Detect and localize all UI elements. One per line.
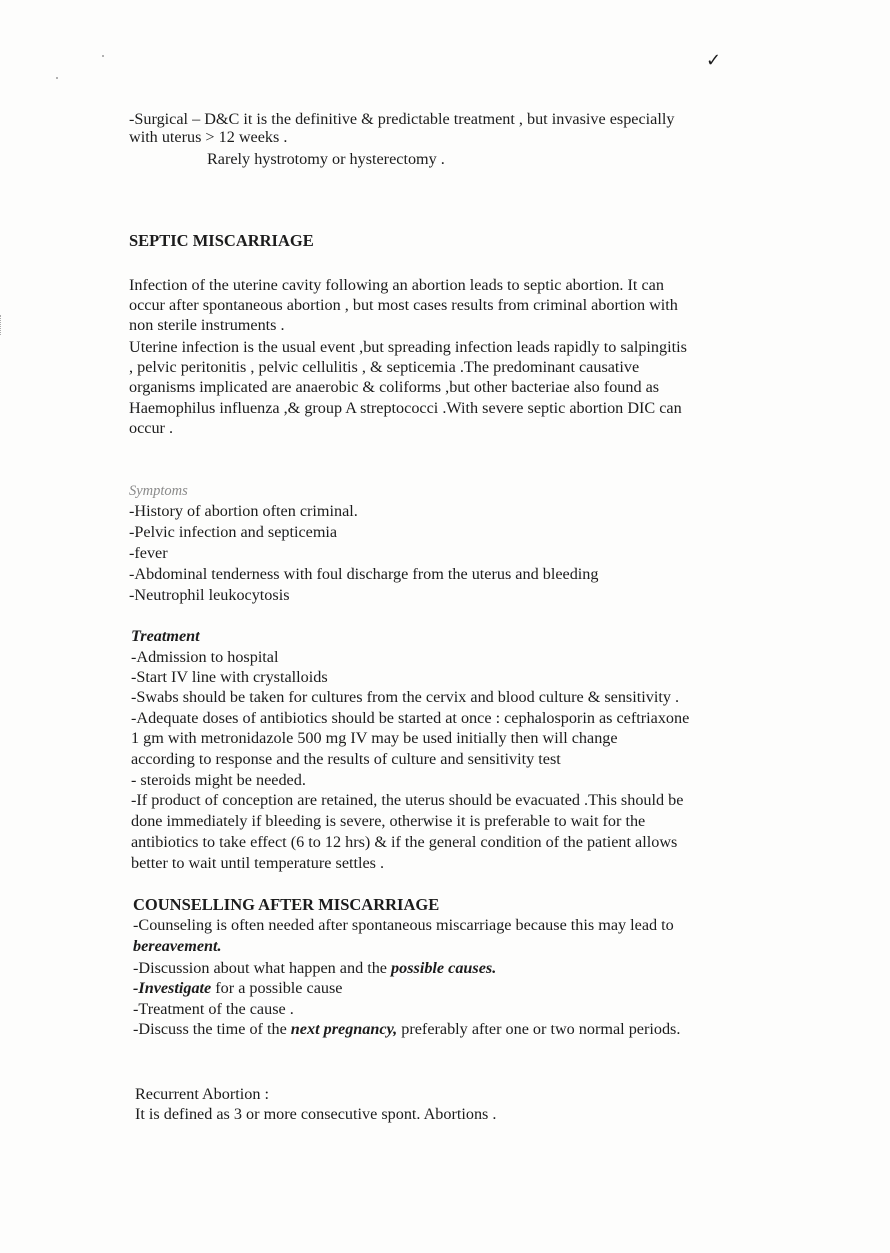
symptoms-heading: Symptoms xyxy=(129,483,188,499)
counselling-emphasis: next pregnancy, xyxy=(290,1020,398,1038)
septic-para-line: , pelvic peritonitis , pelvic cellulitis , & septicemia .The predominant causative xyxy=(129,358,640,376)
counselling-heading: COUNSELLING AFTER MISCARRIAGE xyxy=(133,895,440,914)
scan-speck xyxy=(56,77,58,79)
counselling-line: -Counseling is often needed after spontaneous miscarriage because this may lead to xyxy=(133,916,674,934)
treatment-line: -Adequate doses of antibiotics should be started at once : cephalosporin as ceftriaxone xyxy=(131,709,690,727)
treatment-heading: Treatment xyxy=(131,627,200,645)
counselling-emphasis: bereavement. xyxy=(133,937,222,955)
symptom-item: -Neutrophil leukocytosis xyxy=(129,586,290,604)
treatment-line: -Swabs should be taken for cultures from the cervix and blood culture & sensitivity . xyxy=(131,688,680,706)
check-mark: ✓ xyxy=(706,50,722,71)
symptom-item: -fever xyxy=(129,544,168,562)
septic-para-line: organisms implicated are anaerobic & coliforms ,but other bacteriae also found as xyxy=(129,378,660,396)
septic-para-line: Haemophilus influenza ,& group A streptococci .With severe septic abortion DIC can xyxy=(129,399,682,417)
scan-edge-mark xyxy=(0,315,3,335)
counselling-line xyxy=(133,1019,680,1039)
treatment-line: 1 gm with metronidazole 500 mg IV may be used initially then will change xyxy=(131,729,618,747)
treatment-line: -If product of conception are retained, the uterus should be evacuated .This should be xyxy=(131,791,684,809)
symptom-item: -Abdominal tenderness with foul discharge from the uterus and bleeding xyxy=(129,565,599,583)
surgical-line: Rarely hystrotomy or hysterectomy . xyxy=(207,150,445,168)
counselling-text: -Discuss the time of the xyxy=(133,1020,291,1038)
counselling-line: -Treatment of the cause . xyxy=(133,1000,294,1018)
septic-para-line: occur . xyxy=(129,419,174,437)
symptom-item: -History of abortion often criminal. xyxy=(129,502,358,520)
septic-para-line: Infection of the uterine cavity following an abortion leads to septic abortion. It can xyxy=(129,276,664,294)
counselling-line xyxy=(133,978,343,998)
counselling-text: for a possible cause xyxy=(211,979,343,997)
septic-para-line: Uterine infection is the usual event ,but spreading infection leads rapidly to salpingitis xyxy=(129,338,687,356)
treatment-line: according to response and the results of culture and sensitivity test xyxy=(131,750,561,768)
counselling-text: -Discussion about what happen and the xyxy=(133,959,392,977)
treatment-line: -Admission to hospital xyxy=(131,648,279,666)
treatment-line: -Start IV line with crystalloids xyxy=(131,668,328,686)
treatment-line: - steroids might be needed. xyxy=(131,771,306,789)
treatment-line: done immediately if bleeding is severe, otherwise it is preferable to wait for the xyxy=(131,812,646,830)
septic-para-line: non sterile instruments . xyxy=(129,316,285,334)
counselling-emphasis: possible causes. xyxy=(391,959,497,977)
symptom-item: -Pelvic infection and septicemia xyxy=(129,523,338,541)
surgical-line: -Surgical – D&C it is the definitive & predictable treatment , but invasive especially xyxy=(129,110,675,128)
surgical-line: with uterus > 12 weeks . xyxy=(129,128,288,146)
recurrent-heading: Recurrent Abortion : xyxy=(135,1085,269,1103)
counselling-emphasis: -Investigate xyxy=(133,979,212,997)
septic-para-line: occur after spontaneous abortion , but most cases results from criminal abortion with xyxy=(129,296,678,314)
counselling-line xyxy=(133,958,496,978)
treatment-line: antibiotics to take effect (6 to 12 hrs) & if the general condition of the patient allows xyxy=(131,833,678,851)
counselling-text: preferably after one or two normal periods. xyxy=(397,1020,681,1038)
septic-heading: SEPTIC MISCARRIAGE xyxy=(129,231,314,250)
treatment-line: better to wait until temperature settles . xyxy=(131,854,385,872)
scan-speck xyxy=(102,55,104,57)
recurrent-definition: It is defined as 3 or more consecutive spont. Abortions . xyxy=(135,1105,497,1123)
